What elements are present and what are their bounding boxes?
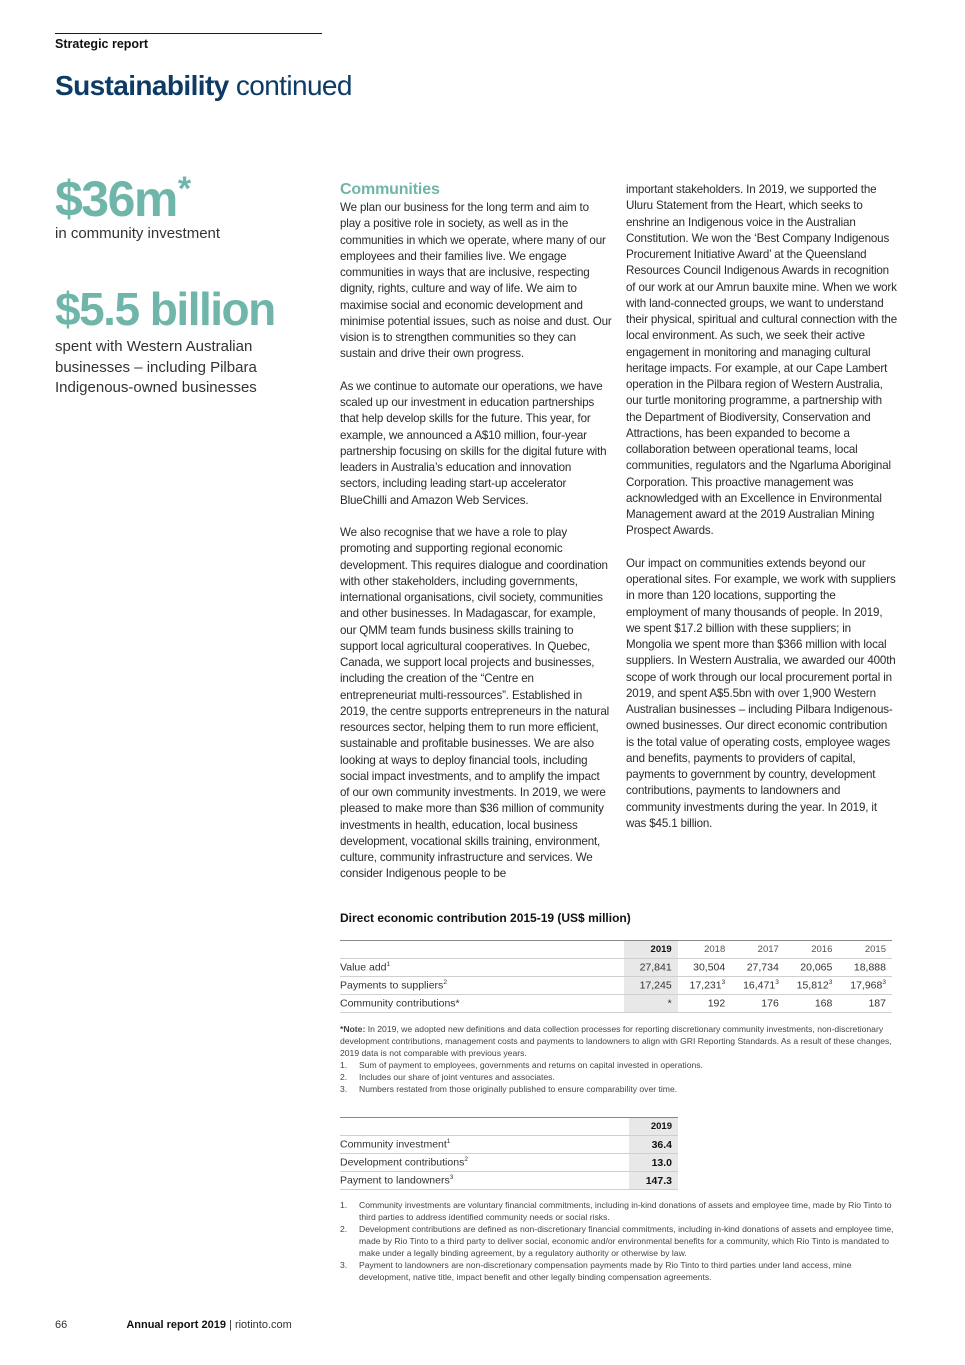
table2-notes <box>340 1199 895 1283</box>
table-row <box>340 1136 678 1154</box>
row-label: Payment to landowners$^3$ <box>340 1172 629 1190</box>
section-label: Strategic report <box>55 37 149 51</box>
table-cell: 17,968$^3$ <box>838 977 892 995</box>
footnote-list <box>340 1199 895 1283</box>
year-header: 2017 <box>731 941 785 959</box>
table-row <box>340 959 892 977</box>
table-row <box>340 995 892 1013</box>
footnote: 2. Includes our share of joint ventures and associates. <box>340 1072 555 1082</box>
table-row <box>340 1154 678 1172</box>
table-cell: 17,231$^3$ <box>678 977 732 995</box>
year-header: 2018 <box>678 941 732 959</box>
paragraph: We also recognise that we have a role to play promoting and supporting regional economic development. This requires dialogue and coordination with other stakeholders, including governments, international organisations, civil society, communities and other businesses. In Madagascar, for example, our QMM team funds business skills training to support local agricultural cooperatives. In Quebec, Canada, we support local projects and businesses, including the creation of the “Centre en entrepreneuriat multi-ressources”. Established in 2019, the centre supports entrepreneurs in the natural resources sector, helping them to run more efficient, sustainable and profitable businesses. We are also looking at ways to deploy financial tools, including social impact investments, and to amplify the impact of our own community investments. In 2019, we were pleased to make more than $36 million of community investments in health, education, local business development, vocational skills training, environment, culture, community infrastructure and services. We consider Indigenous people to be <box>340 526 610 881</box>
report-name: Annual report 2019 <box>126 1319 226 1331</box>
section-heading: Communities <box>340 181 440 198</box>
table-cell: 17,245 <box>624 977 677 995</box>
footer-separator: | <box>225 1319 235 1331</box>
table-cell: 27,734 <box>731 959 785 977</box>
table-cell: 192 <box>678 995 732 1013</box>
economic-contribution-table <box>340 940 892 1013</box>
table-cell: 27,841 <box>624 959 677 977</box>
body-column-2 <box>626 182 898 848</box>
footnote: 2. Development contributions are defined as non-discretionary financial commitments, including in-kind donations of assets and employee time, made by Rio Tinto to a third party to deliver social, economic and/or environmental benefits for a community, which Rio Tinto is mandated to make under a legally binding agreement, by a regulatory authority or otherwise by law. <box>340 1224 894 1258</box>
table-cell: 36.4 <box>629 1136 678 1154</box>
table-cell: 16,471$^3$ <box>731 977 785 995</box>
year-header: 2015 <box>838 941 892 959</box>
table-cell: 20,065 <box>785 959 839 977</box>
footnote: 3. Numbers restated from those originally published to ensure comparability over time. <box>340 1084 678 1094</box>
paragraph: important stakeholders. In 2019, we supported the Uluru Statement from the Heart, which seeks to enshrine an Indigenous voice in the Australian Constitution. We won the ‘Best Company Indigenous Procurement Initiative Award’ at the Queensland Resources Council Indigenous Awards in recognition of our work at our Amrun bauxite mine. When we work with land-connected groups, we want to understand their physical, spiritual and cultural connection with the local environment. As such, we seek their active engagement in monitoring and managing cultural heritage impacts. For example, at our Cape Lambert operation in the Pilbara region of Western Australia, our turtle monitoring programme, a partnership with the Department of Biodiversity, Conservation and Attractions, has been expanded to become a collaboration between operational teams, local communities, regulators and the Ngarluma Aboriginal Corporation. This proactive management was acknowledged with an Excellence in Environmental Management award at the 2019 Australian Mining Prospect Awards. <box>626 183 897 538</box>
year-header: 2019 <box>629 1118 678 1136</box>
footnote: 3. Payment to landowners are non-discretionary compensation payments made by Rio Tinto to third parties under land access, mine development, native title, impact benefit and other legally binding compensation agreements. <box>340 1260 852 1282</box>
paragraph: As we continue to automate our operations, we have scaled up our investment in education partnerships that help develop skills for the future. This year, for example, we announced a A$10 million, four-year partnership focusing on skills for the digital future with leaders in Australia’s education and innovation sectors, including leading start-up accelerator BlueChilli and Amazon Web Services. <box>340 379 607 507</box>
stat-caption: spent with Western Australian businesses – including Pilbara Indigenous-owned businesses <box>55 338 257 396</box>
table-cell: 176 <box>731 995 785 1013</box>
year-header: 2016 <box>785 941 839 959</box>
stat-community-investment <box>55 170 190 227</box>
community-contributions-table <box>340 1117 678 1190</box>
stat-value: $36m <box>55 171 177 227</box>
row-label: Payments to suppliers$^2$ <box>340 977 624 995</box>
stat-caption: in community investment <box>55 225 221 242</box>
table-cell: 147.3 <box>629 1172 678 1190</box>
table-cell: 13.0 <box>629 1154 678 1172</box>
header-rule <box>55 33 322 34</box>
table-header-row <box>340 941 892 959</box>
note: *Note: In 2019, we adopted new definitions and data collection processes for reporting discretionary community investments, non-discretionary development contributions, management costs and payments to landowners to align with GRI Reporting Standards. As a result of these changes, 2019 data is not comparable with previous years. <box>340 1024 892 1058</box>
paragraph: Our impact on communities extends beyond our operational sites. For example, we work with suppliers in more than 120 locations, supporting the employment of many thousands of people. In 2019, we spent $17.2 billion with these suppliers; in Mongolia we spent more than $366 million with local suppliers. In Western Australia, we awarded our 400th scope of work through our local procurement portal in 2019, and spent A$5.5bn with over 1,900 Western Australian businesses – including Pilbara Indigenous-owned businesses. Our direct economic contribution is the total value of operating costs, employee wages and benefits, payments to providers of capital, payments to government by country, development contributions, payments to landowners and community investments during the year. In 2019, it was $45.1 billion. <box>626 556 896 830</box>
footnote-list <box>340 1059 892 1095</box>
footnote: 1. Community investments are voluntary financial commitments, including in-kind donations of assets and employee time, made by Rio Tinto to third parties to address identified community needs or social risks. <box>340 1200 892 1222</box>
table-header-row <box>340 1118 678 1136</box>
website: riotinto.com <box>234 1319 292 1331</box>
stat-wa-spend: $5.5 billion <box>55 283 275 335</box>
table-cell: 18,888 <box>838 959 892 977</box>
paragraph: We plan our business for the long term and aim to play a positive role in society, as well as in the communities in which we operate, where many of our employees and their families live. We engage communities in ways that are inclusive, respecting dignity, rights, culture and way of life. We aim to maximise social and economic development and minimise potential issues, such as noise and dust. Our vision is to strengthen communities so they can sustain and drive their own progress. <box>340 201 612 361</box>
page-title-rest: continued <box>228 70 352 101</box>
table-cell: 187 <box>838 995 892 1013</box>
table-notes <box>340 1023 892 1095</box>
table-cell: 15,812$^3$ <box>785 977 839 995</box>
table-title: Direct economic contribution 2015-19 (US$ million) <box>340 911 631 925</box>
table-row <box>340 1172 678 1190</box>
table-cell: 168 <box>785 995 839 1013</box>
table-row <box>340 977 892 995</box>
year-header: 2019 <box>624 941 677 959</box>
table-cell: 30,504 <box>678 959 732 977</box>
row-label: Community investment$^1$ <box>340 1136 629 1154</box>
footnote: 1. Sum of payment to employees, governments and returns on capital invested in operations. <box>340 1060 703 1070</box>
page-footer <box>55 1319 292 1331</box>
row-label: Development contributions$^2$ <box>340 1154 629 1172</box>
page-title-bold: Sustainability <box>55 70 229 101</box>
page-number: 66 <box>55 1319 68 1331</box>
stat-asterisk: * <box>177 170 190 208</box>
page-title <box>55 70 352 102</box>
body-column-1 <box>340 180 612 899</box>
row-label: Value add$^1$ <box>340 959 624 977</box>
table-cell: * <box>624 995 677 1013</box>
row-label: Community contributions* <box>340 995 624 1013</box>
